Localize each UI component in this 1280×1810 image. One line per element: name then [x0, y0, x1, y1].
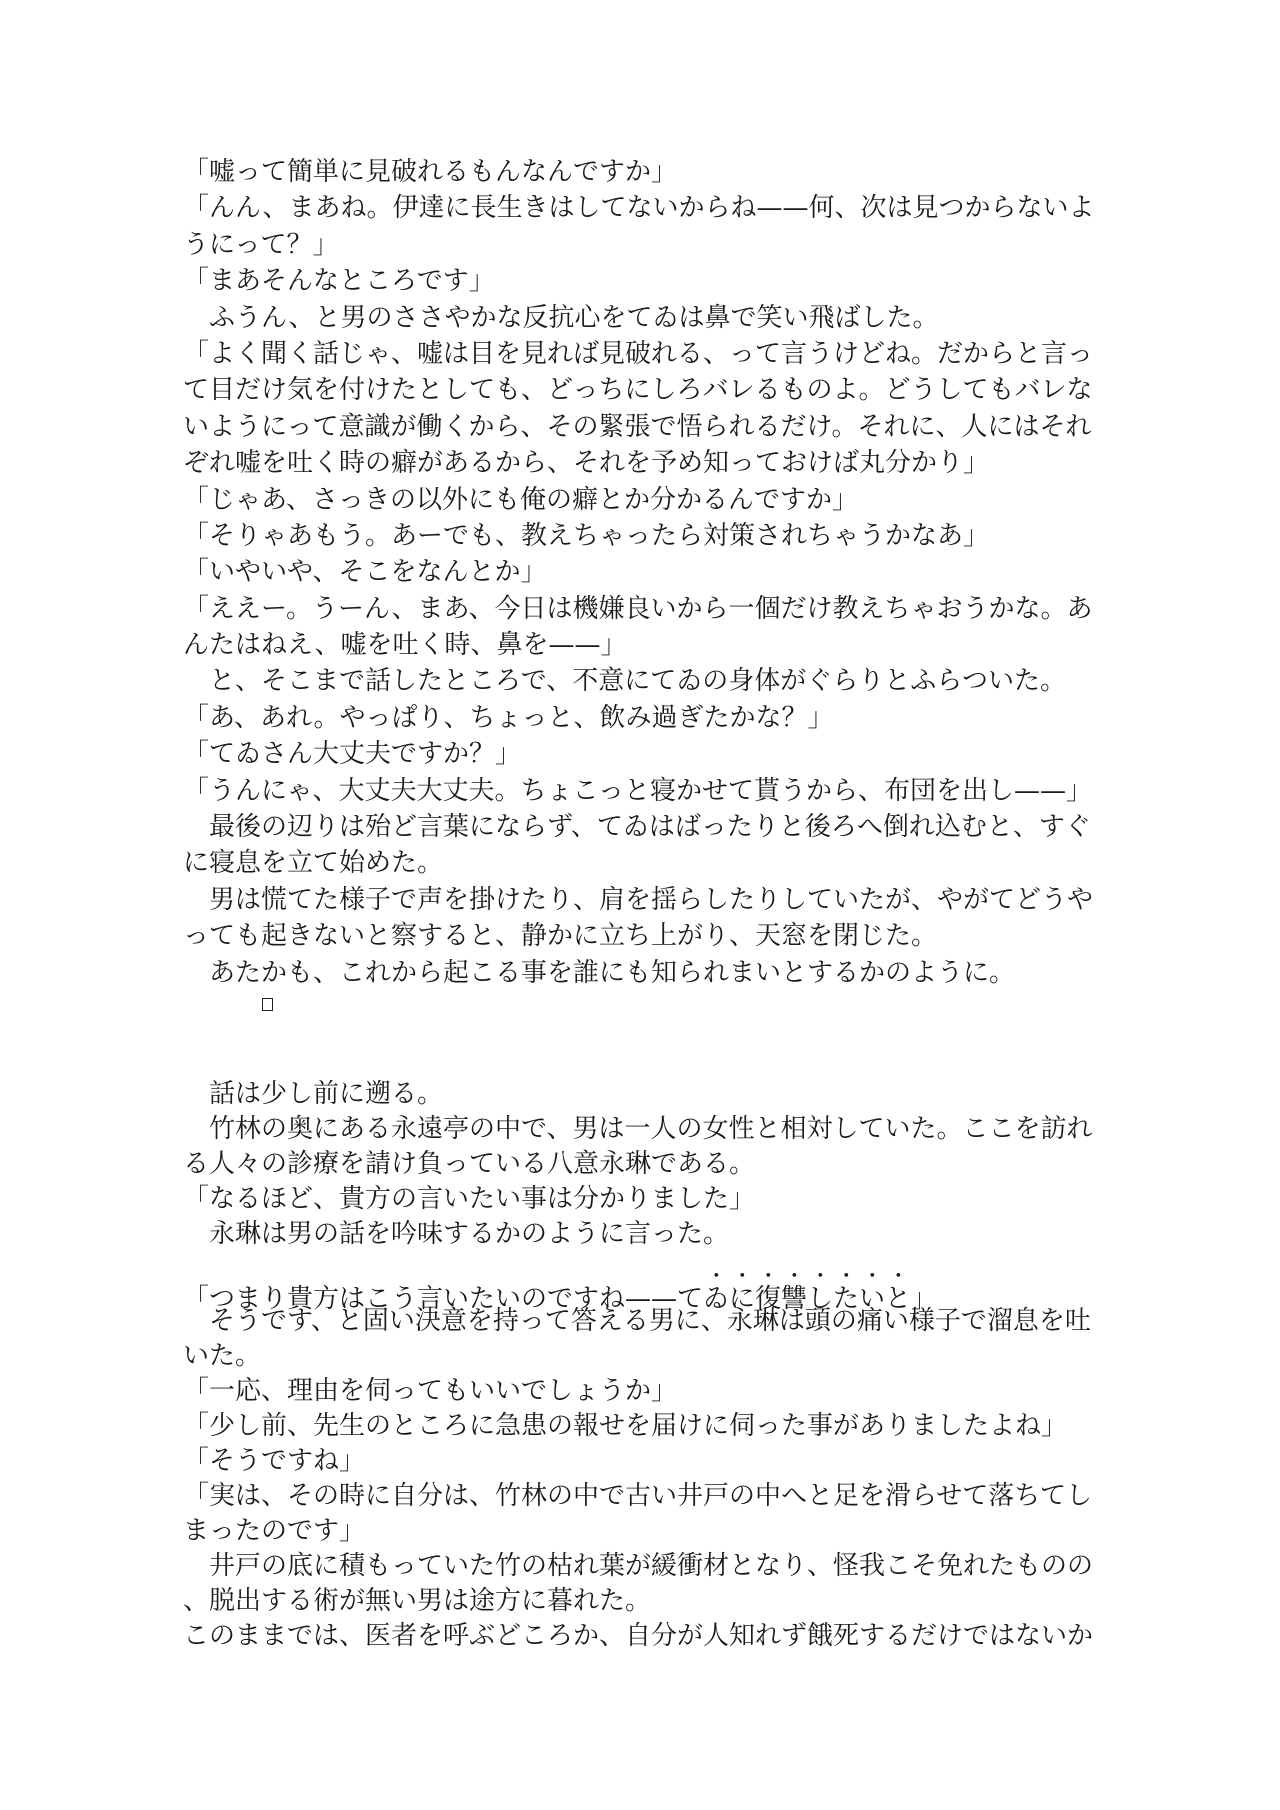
text-line: 「よく聞く話じゃ、嘘は目を見れば見破れる、って言うけどね。だからと言っ	[183, 338, 1094, 369]
text-line: 井戸の底に積もっていた竹の枯れ葉が緩衝材となり、怪我こそ免れたものの	[183, 1551, 1094, 1581]
text-line: る人々の診療を請け負っている八意永琳である。	[183, 1149, 756, 1179]
text-line: 永琳は男の話を吟味するかのように言った。	[183, 1219, 730, 1249]
text-line: 「うんにゃ、大丈夫大丈夫。ちょこっと寝かせて貰うから、布団を出し——」	[183, 775, 1092, 806]
text-line: 「少し前、先生のところに急患の報せを届けに伺った事がありましたよね」	[183, 1411, 1068, 1441]
text-line: いようにって意識が働くから、その緊張で悟られるだけ。それに、人にはそれ	[183, 411, 1092, 442]
text-line: に寝息を立て始めた。	[183, 848, 444, 879]
text-block-part2	[183, 1077, 1113, 1654]
text-line: 竹林の奥にある永遠亭の中で、男は一人の女性と相対していた。ここを訪れ	[183, 1114, 1093, 1144]
text-block-part1	[183, 154, 1113, 991]
text-line: 「ええー。うーん、まあ、今日は機嫌良いから一個だけ教えちゃおうかな。あ	[183, 593, 1093, 624]
text-segment: 」	[911, 1284, 938, 1314]
text-line: このままでは、医者を呼ぶどころか、自分が人知れず餓死するだけではないか	[183, 1621, 1094, 1651]
text-line: 「実は、その時に自分は、竹林の中で古い井戸の中へと足を滑らせて落ちてし	[183, 1481, 1092, 1511]
text-line: 「なるほど、貴方の言いたい事は分かりました」	[183, 1184, 756, 1214]
text-line: と、そこまで話したところで、不意にてゐの身体がぐらりとふらついた。	[183, 666, 1066, 697]
section-break-mark	[262, 998, 273, 1011]
text-line: ぞれ嘘を吐く時の癖があるから、それを予め知っておけば丸分かり」	[183, 448, 990, 479]
text-line: 、脱出する術が無い男は途方に暮れた。	[183, 1586, 652, 1616]
text-line: うにって？」	[183, 229, 339, 260]
text-line: 「まあそんなところです」	[183, 266, 495, 297]
text-line: 話は少し前に遡る。	[183, 1079, 444, 1109]
text-line: 「一応、理由を伺ってもいいでしょうか」	[183, 1376, 678, 1406]
text-line: そうです、と固い決意を持って答える男に、永琳は頭の痛い様子で溜息を吐	[183, 1306, 1091, 1336]
text-line: まったのです」	[183, 1516, 366, 1546]
text-line: 「んん、まあね。伊達に長生きはしてないからね——何、次は見つからないよ	[183, 193, 1095, 224]
text-line: て目だけ気を付けたとしても、どっちにしろバレるものよ。どうしてもバレな	[183, 375, 1093, 406]
text-line: いた。	[183, 1341, 262, 1371]
text-line: 「じゃあ、さっきの以外にも俺の癖とか分かるんですか」	[183, 484, 858, 515]
text-line-emphasis	[183, 1269, 1113, 1314]
text-line: 「そうですね」	[183, 1446, 366, 1476]
text-line: あたかも、これから起こる事を誰にも知られまいとするかのように。	[183, 957, 1016, 988]
text-line: んたはねえ、嘘を吐く時、鼻を——」	[183, 630, 627, 661]
spacer	[183, 1252, 1113, 1269]
text-line: 「てゐさん大丈夫ですか？」	[183, 739, 522, 770]
text-line: 「あ、あれ。やっぱり、ちょっと、飲み過ぎたかな？」	[183, 702, 834, 733]
text-line: 「嘘って簡単に見破れるもんなんですか」	[183, 157, 678, 187]
text-line: 「そりゃあもう。あーでも、教えちゃったら対策されちゃうかなあ」	[183, 520, 990, 551]
text-line: 男は慌てた様子で声を掛けたり、肩を揺らしたりしていたが、やがてどうや	[183, 884, 1094, 915]
text-line: っても起きないと察すると、静かに立ち上がり、天窓を閉じた。	[183, 921, 938, 952]
text-segment: 「つまり貴方はこう言いたいのですね——て	[183, 1284, 704, 1314]
text-line: ふうん、と男のささやかな反抗心をてゐは鼻で笑い飛ばした。	[183, 302, 939, 333]
emphasized-text: ゐに復讐したいと	[703, 1284, 912, 1314]
text-line: 「いやいや、そこをなんとか」	[183, 557, 547, 588]
text-line: 最後の辺りは殆ど言葉にならず、てゐはばったりと後ろへ倒れ込むと、すぐ	[183, 812, 1091, 843]
